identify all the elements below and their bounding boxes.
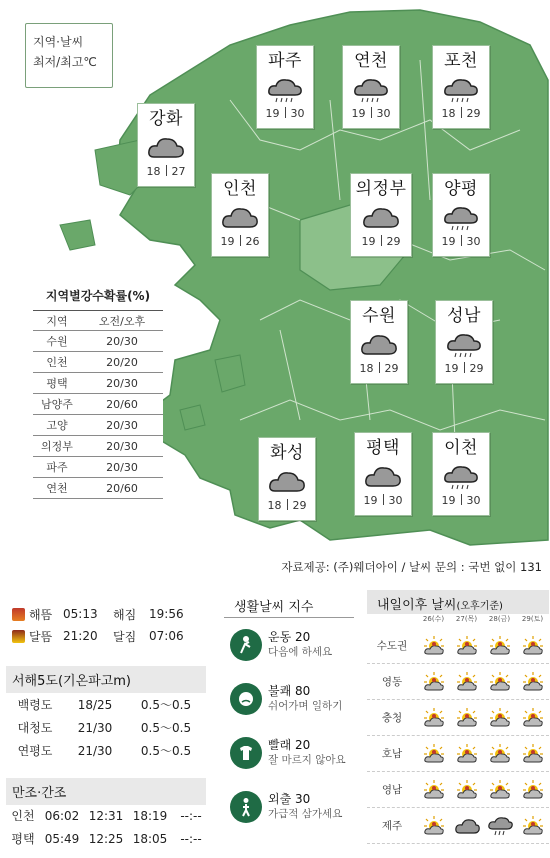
map-legend — [25, 23, 113, 88]
forecast-title-text: 내일이후 날씨 — [377, 598, 457, 613]
city-high: 30 — [376, 107, 391, 120]
life-item-desc: 가급적 삼가세요 — [268, 808, 343, 820]
city-high: 29 — [386, 235, 401, 248]
cloud-icon — [361, 203, 401, 233]
life-item-name: 불쾌 80 — [268, 684, 311, 698]
sea-island: 백령도 — [17, 698, 53, 712]
sunrise-time: 05:13 — [63, 607, 98, 621]
rain-cloud-icon — [351, 75, 391, 105]
sunrise-label: 해뜸 — [29, 607, 53, 622]
forecast-row — [367, 772, 549, 808]
laundry-icon — [230, 737, 262, 769]
row-region: 파주 — [46, 461, 68, 474]
forecast-region: 영동 — [381, 676, 403, 688]
cloud-icon — [267, 467, 307, 497]
row-value: 20/30 — [106, 334, 138, 348]
city-name: 의정부 — [355, 179, 407, 199]
table-row — [33, 373, 163, 394]
table-row — [6, 804, 211, 827]
header-am-pm: 오전/오후 — [98, 314, 146, 328]
life-index-panel — [224, 590, 354, 858]
city-low: 19 — [363, 494, 378, 507]
rain-cloud-icon — [441, 462, 481, 492]
data-source-note: 자료제공: (주)웨더아이 / 날씨 문의 : 국번 없이 131 — [281, 560, 542, 574]
row-region: 남양주 — [41, 398, 73, 411]
tide-time: 12:25 — [88, 831, 124, 846]
forecast-region: 제주 — [381, 820, 403, 832]
city-card-hwaseong — [258, 437, 316, 521]
sun-cloud-icon — [483, 741, 516, 767]
sun-cloud-icon — [450, 669, 483, 695]
forecast-panel — [367, 590, 549, 858]
city-card-icheon — [432, 432, 490, 516]
sunset-time: 19:56 — [149, 607, 184, 621]
tide-port: 인천 — [11, 809, 35, 823]
sun-cloud-icon — [450, 633, 483, 659]
city-high: 27 — [171, 165, 186, 178]
life-item-outing — [224, 780, 354, 834]
city-low: 19 — [220, 235, 235, 248]
forecast-row — [367, 700, 549, 736]
moonset-time: 07:06 — [149, 629, 184, 643]
outing-icon — [230, 791, 262, 823]
sun-cloud-icon — [417, 705, 450, 731]
cloud-icon — [146, 133, 186, 163]
tide-port: 평택 — [11, 832, 35, 846]
city-low: 19 — [444, 362, 459, 375]
cloud-icon — [220, 203, 260, 233]
city-high: 29 — [292, 499, 307, 512]
sun-cloud-icon — [450, 741, 483, 767]
sun-cloud-icon — [483, 633, 516, 659]
city-high: 29 — [466, 107, 481, 120]
discomfort-icon — [230, 683, 262, 715]
forecast-day: 27(목) — [455, 615, 478, 623]
rain-cloud-icon — [483, 813, 516, 839]
forecast-region: 수도권 — [376, 640, 408, 652]
sun-cloud-icon — [483, 669, 516, 695]
sea-table — [6, 693, 211, 762]
city-low: 19 — [265, 107, 280, 120]
sunrise-icon — [12, 608, 25, 621]
table-row — [6, 739, 211, 762]
sea-wave: 0.5～0.5 — [140, 721, 192, 735]
city-high: 26 — [245, 235, 260, 248]
forecast-day: 28(금) — [488, 615, 511, 623]
sun-cloud-icon — [516, 633, 549, 659]
life-item-desc: 다음에 하세요 — [268, 646, 333, 658]
city-low: 19 — [441, 494, 456, 507]
table-row — [33, 478, 163, 499]
city-name: 평택 — [366, 438, 400, 458]
city-name: 화성 — [270, 443, 304, 463]
sun-cloud-icon — [417, 633, 450, 659]
legend-min-max: 최저/최고℃ — [33, 55, 97, 69]
life-item-exercise — [224, 618, 354, 672]
moonrise-icon — [12, 630, 25, 643]
sun-cloud-icon — [417, 777, 450, 803]
tide-table — [6, 804, 211, 850]
city-name: 양평 — [444, 179, 478, 199]
sea-temp: 21/30 — [77, 743, 113, 758]
row-value: 20/30 — [106, 460, 138, 474]
table-row — [33, 436, 163, 457]
city-name: 파주 — [268, 51, 302, 71]
city-low: 19 — [441, 235, 456, 248]
row-region: 평택 — [46, 377, 68, 390]
forecast-title — [367, 590, 549, 614]
city-high: 29 — [469, 362, 484, 375]
table-row — [33, 415, 163, 436]
sun-moon-times — [12, 603, 212, 647]
sun-cloud-icon — [516, 705, 549, 731]
forecast-region: 영남 — [381, 784, 403, 796]
table-header — [33, 310, 163, 331]
row-value: 20/30 — [106, 376, 138, 390]
rain-cloud-icon — [441, 203, 481, 233]
sun-cloud-icon — [516, 669, 549, 695]
city-low: 18 — [267, 499, 282, 512]
city-card-suwon — [350, 300, 408, 384]
city-high: 30 — [466, 235, 481, 248]
city-low: 18 — [441, 107, 456, 120]
city-card-ganghwa — [137, 103, 195, 187]
city-name: 포천 — [444, 51, 478, 71]
city-card-yeoncheon — [342, 45, 400, 129]
city-card-incheon — [211, 173, 269, 257]
city-low: 19 — [361, 235, 376, 248]
sun-cloud-icon — [417, 813, 450, 839]
moonset-label: 달짐 — [113, 629, 137, 644]
tide-time: --:-- — [180, 808, 202, 823]
sea-temp: 21/30 — [77, 720, 113, 735]
city-card-yangpyeong — [432, 173, 490, 257]
city-name: 이천 — [444, 438, 478, 458]
forecast-day: 26(수) — [422, 615, 445, 623]
forecast-region: 호남 — [381, 748, 403, 760]
table-row — [33, 394, 163, 415]
life-item-name: 외출 30 — [268, 792, 311, 806]
tide-time: 12:31 — [88, 808, 124, 823]
moonrise-label: 달뜸 — [29, 629, 53, 644]
forecast-days — [417, 614, 549, 628]
sun-cloud-icon — [516, 741, 549, 767]
sea-island: 연평도 — [17, 744, 53, 758]
row-region: 연천 — [46, 482, 68, 495]
city-name: 성남 — [447, 306, 481, 326]
forecast-row — [367, 628, 549, 664]
city-card-paju — [256, 45, 314, 129]
tide-time: 18:19 — [132, 808, 168, 823]
cloud-icon — [359, 330, 399, 360]
sun-cloud-icon — [450, 777, 483, 803]
row-value: 20/30 — [106, 439, 138, 453]
sun-cloud-icon — [516, 813, 549, 839]
city-name: 수원 — [362, 306, 396, 326]
city-low: 19 — [351, 107, 366, 120]
sea-wave: 0.5～0.5 — [140, 744, 192, 758]
row-value: 20/60 — [106, 481, 138, 495]
table-row — [33, 331, 163, 352]
life-item-discomfort — [224, 672, 354, 726]
life-index-title: 생활날씨 지수 — [224, 590, 354, 618]
forecast-title-note: (오후기준) — [456, 601, 503, 612]
forecast-row — [367, 736, 549, 772]
city-low: 18 — [359, 362, 374, 375]
tide-time: --:-- — [180, 831, 202, 846]
sun-cloud-icon — [483, 705, 516, 731]
city-name: 강화 — [149, 109, 183, 129]
life-item-desc: 잘 마르지 않아요 — [268, 754, 346, 766]
city-card-pocheon — [432, 45, 490, 129]
tide-time: 18:05 — [132, 831, 168, 846]
city-name: 연천 — [354, 51, 388, 71]
row-region: 고양 — [46, 419, 68, 432]
row-region: 수원 — [46, 335, 68, 348]
table-row — [33, 352, 163, 373]
city-name: 인천 — [223, 179, 257, 199]
legend-region-weather: 지역·날씨 — [33, 35, 84, 49]
row-value: 20/60 — [106, 397, 138, 411]
city-card-uijeongbu — [350, 173, 412, 257]
tide-time: 06:02 — [44, 808, 80, 823]
sun-cloud-icon — [417, 669, 450, 695]
city-high: 29 — [384, 362, 399, 375]
city-high: 30 — [466, 494, 481, 507]
forecast-rows — [367, 628, 549, 844]
forecast-row — [367, 808, 549, 844]
city-high: 30 — [388, 494, 403, 507]
sea-section-title: 서해5도(기온파고m) — [6, 666, 206, 693]
row-region: 인천 — [46, 356, 68, 369]
table-row — [6, 693, 211, 716]
cloud-icon — [363, 462, 403, 492]
sea-island: 대청도 — [17, 721, 53, 735]
sun-cloud-icon — [516, 777, 549, 803]
table-row — [6, 716, 211, 739]
life-item-name: 운동 20 — [268, 630, 311, 644]
table-row — [33, 457, 163, 478]
table-row — [6, 827, 211, 850]
city-low: 18 — [146, 165, 161, 178]
tide-time: 05:49 — [44, 831, 80, 846]
cloud-icon — [450, 813, 483, 839]
life-item-desc: 쉬어가며 일하기 — [268, 700, 343, 712]
life-item-laundry — [224, 726, 354, 780]
sun-row — [12, 603, 212, 625]
moon-row — [12, 625, 212, 647]
sea-wave: 0.5～0.5 — [140, 698, 192, 712]
rain-cloud-icon — [444, 330, 484, 360]
rain-cloud-icon — [265, 75, 305, 105]
row-region: 의정부 — [41, 440, 73, 453]
city-card-pyeongtaek — [354, 432, 412, 516]
city-high: 30 — [290, 107, 305, 120]
forecast-row — [367, 664, 549, 700]
life-item-name: 빨래 20 — [268, 738, 311, 752]
sea-temp: 18/25 — [77, 697, 113, 712]
exercise-icon — [230, 629, 262, 661]
sunset-label: 해짐 — [113, 607, 137, 622]
rain-cloud-icon — [441, 75, 481, 105]
row-value: 20/30 — [106, 418, 138, 432]
city-card-seongnam — [435, 300, 493, 384]
sun-cloud-icon — [483, 777, 516, 803]
sun-cloud-icon — [450, 705, 483, 731]
rain-table-title: 지역별강수확률(%) — [45, 289, 151, 303]
header-region: 지역 — [46, 314, 68, 328]
rain-probability-table — [33, 287, 163, 499]
forecast-day: 29(토) — [521, 615, 544, 623]
tide-section-title: 만조·간조 — [6, 778, 206, 805]
moonrise-time: 21:20 — [63, 629, 98, 643]
sun-cloud-icon — [417, 741, 450, 767]
row-value: 20/20 — [106, 355, 138, 369]
forecast-region: 충청 — [381, 712, 403, 724]
